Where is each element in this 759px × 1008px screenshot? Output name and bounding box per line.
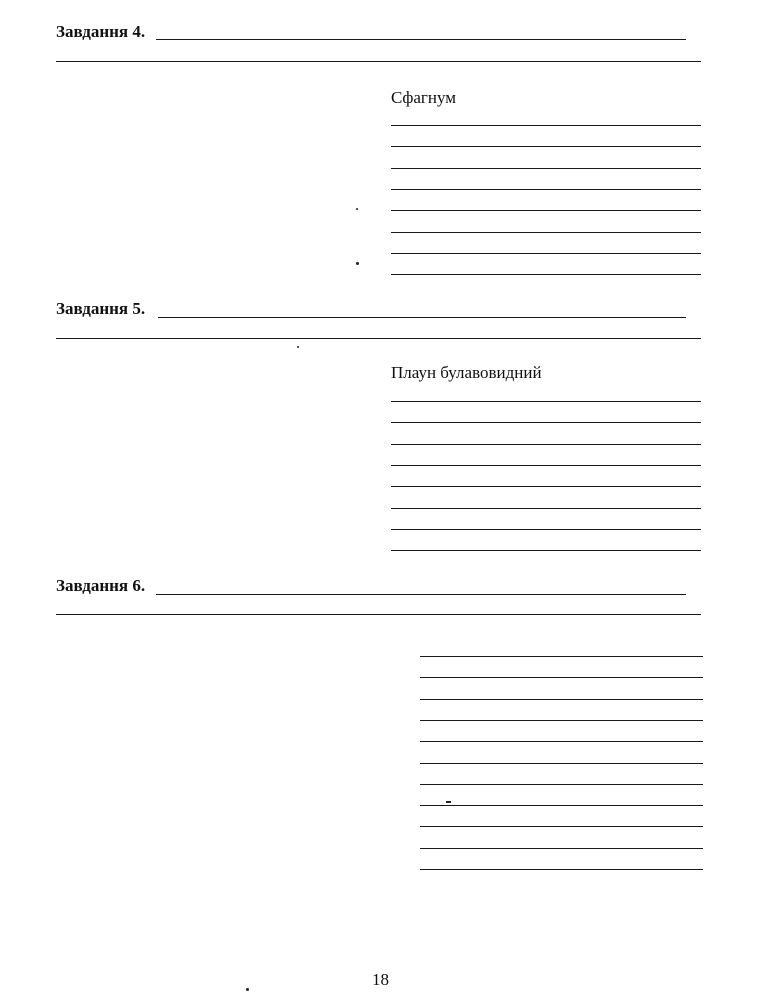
answer-line[interactable] — [420, 741, 703, 742]
answer-line[interactable] — [420, 720, 703, 721]
answer-line[interactable] — [420, 699, 703, 700]
answer-line[interactable] — [391, 550, 701, 551]
scan-speck — [297, 346, 299, 348]
answer-line[interactable] — [420, 869, 703, 870]
task-4-full-line[interactable] — [56, 61, 701, 62]
task-5-full-line[interactable] — [56, 338, 701, 339]
task-4-title: Завдання 4. — [56, 22, 146, 41]
answer-line[interactable] — [391, 401, 701, 402]
answer-line[interactable] — [391, 189, 701, 190]
task-5-title: Завдання 5. — [56, 299, 146, 318]
answer-line[interactable] — [391, 253, 701, 254]
task-5-caption: Плаун булавовидний — [391, 363, 542, 382]
answer-line[interactable] — [391, 465, 701, 466]
answer-line[interactable] — [391, 422, 701, 423]
scan-speck — [246, 988, 249, 991]
scan-speck — [356, 262, 359, 265]
answer-line[interactable] — [391, 146, 701, 147]
answer-line[interactable] — [391, 232, 701, 233]
task-6-title-underline[interactable] — [156, 594, 686, 595]
answer-line[interactable] — [391, 168, 701, 169]
task-4-caption: Сфагнум — [391, 88, 457, 107]
answer-line[interactable] — [420, 763, 703, 764]
answer-line[interactable] — [420, 784, 703, 785]
scan-speck — [446, 801, 451, 803]
answer-line[interactable] — [391, 444, 701, 445]
answer-line[interactable] — [420, 656, 703, 657]
answer-line[interactable] — [420, 677, 703, 678]
task-5-title-underline[interactable] — [158, 317, 686, 318]
answer-line[interactable] — [420, 805, 703, 806]
answer-line[interactable] — [391, 274, 701, 275]
answer-line[interactable] — [420, 848, 703, 849]
task-6-title: Завдання 6. — [56, 576, 146, 595]
answer-line[interactable] — [391, 210, 701, 211]
page-number: 18 — [372, 970, 389, 989]
answer-line[interactable] — [420, 826, 703, 827]
answer-line[interactable] — [391, 529, 701, 530]
scan-speck — [356, 208, 358, 210]
answer-line[interactable] — [391, 125, 701, 126]
task-4-title-underline[interactable] — [156, 39, 686, 40]
task-6-full-line[interactable] — [56, 614, 701, 615]
answer-line[interactable] — [391, 486, 701, 487]
answer-line[interactable] — [391, 508, 701, 509]
